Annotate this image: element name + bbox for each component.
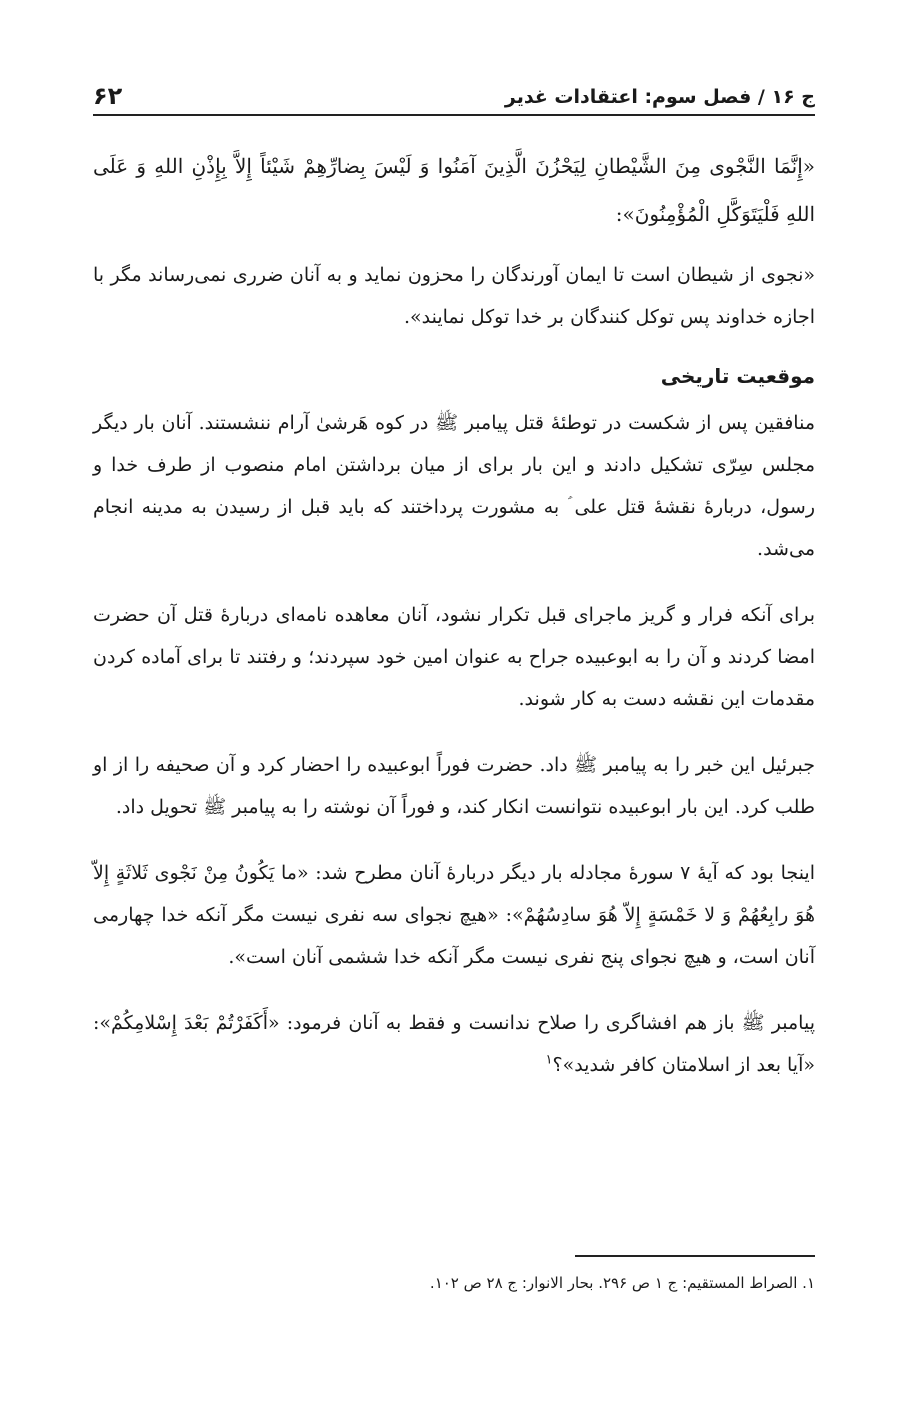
paragraph: جبرئیل این خبر را به پیامبر ﷺ داد. حضرت فوراً ابوعبیده را احضار کرد و آن صحیفه را از او طلب کرد. این بار ابوعبیده نتوانست انکار کند، و فوراً آن نوشته را به پیامبر ﷺ تحویل داد. <box>93 754 815 818</box>
paragraph: منافقین پس از شکست در توطئهٔ قتل پیامبر ﷺ در کوه هَرشیٰ آرام ننشستند. آنان بار دیگر مجلس سِرّی تشکیل دادند و این بار برای از میان برداشتن امام منصوب از طرف خدا و رسول، دربارهٔ نقشهٔ قتل علی ؑ به مشورت پرداختند که باید قبل از رسیدن به مدینه انجام می‌شد. <box>93 412 815 560</box>
book-page <box>93 0 815 1405</box>
quran-verse: «إِنَّمَا النَّجْوی مِنَ الشَّیْطانِ لِیَحْزُنَ الَّذِینَ آمَنُوا وَ لَیْسَ بِضارِّهِمْ شَیْئاً إِلاَّ بِإِذْنِ اللهِ وَ عَلَی اللهِ فَلْیَتَوَکَّلِ الْمُؤْمِنُونَ»: <box>93 154 815 226</box>
page-header <box>93 74 815 116</box>
footnote-divider <box>575 1255 815 1257</box>
page-body <box>93 142 815 1110</box>
footnote: ۱. الصراط المستقیم: ج ۱ ص ۲۹۶. بحار الانوار: ج ۲۸ ص ۱۰۲. <box>429 1274 815 1292</box>
paragraph: اینجا بود که آیهٔ ۷ سورهٔ مجادله بار دیگر دربارهٔ آنان مطرح شد: «ما یَکُونُ مِنْ نَجْوی ثَلاثَةٍ إِلاّ هُوَ رابِعُهُمْ وَ لا خَمْسَةٍ إِلاّ هُوَ سادِسُهُمْ»: «هیچ نجوای سه نفری نیست مگر آنکه خدا چهارمی آنان است، و هیچ نجوای پنج نفری نیست مگر آنکه خدا ششمی آنان است». <box>93 862 815 968</box>
verse-translation: «نجوی از شیطان است تا ایمان آورندگان را محزون نماید و به آنان ضرری نمی‌رساند مگر با اجازه خداوند پس توکل کنندگان بر خدا توکل نمایند». <box>93 264 815 328</box>
paragraph: برای آنکه فرار و گریز ماجرای قبل تکرار نشود، آنان معاهده نامه‌ای دربارهٔ قتل آن حضرت امضا کردند و آن را به ابوعبیده جراح به عنوان امین خود سپردند؛ و رفتند تا برای آماده کردن مقدمات این نقشه دست به کار شوند. <box>93 604 815 710</box>
paragraph-with-footnote <box>93 1002 815 1086</box>
section-heading: موقعیت تاریخی <box>660 364 815 388</box>
paragraph-text: پیامبر ﷺ باز هم افشاگری را صلاح ندانست و فقط به آنان فرمود: «أَکَفَرْتُمْ بَعْدَ إِسْلامِکُمْ»: «آیا بعد از اسلامتان کافر شدید»؟ <box>93 1012 815 1076</box>
running-title: ج ۱۶ / فصل سوم: اعتقادات غدیر <box>504 86 815 108</box>
page-number: ۶۲ <box>93 82 123 110</box>
footnote-marker: ۱ <box>545 1052 553 1068</box>
